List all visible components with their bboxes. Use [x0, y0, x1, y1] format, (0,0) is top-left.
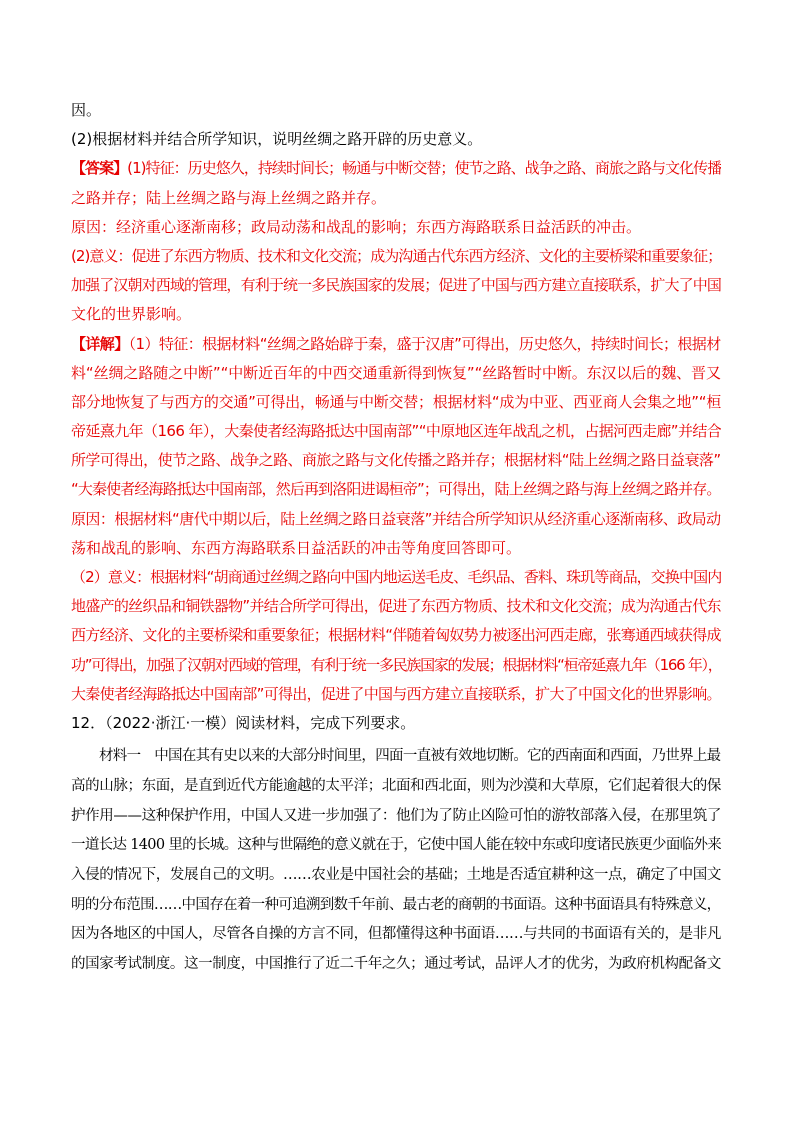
explanation-line-6: “大秦使者经海路抵达中国南部，然后再到洛阳进谒桓帝”；可得出，陆上丝绸之路与海上丝绸之路并存。	[71, 480, 721, 499]
explanation-line-5: 所学可得出，使节之路、战争之路、商旅之路与文化传播之路并存；根据材料“陆上丝绸之路日益衰落”	[71, 451, 721, 470]
explanation-line-11: 西方经济、文化的主要桥梁和重要象征；根据材料“伴随着匈奴势力被逐出河西走廊，张骞通西域获得成	[71, 626, 721, 645]
material-1-line-2: 高的山脉；东面，是直到近代方能逾越的太平洋；北面和西北面，则为沙漠和大草原，它们起着很大的保	[71, 777, 721, 794]
answer-label: 【答案】	[71, 159, 128, 178]
explanation-line-7: 原因：根据材料“唐代中期以后，陆上丝绸之路日益衰落”并结合所学知识从经济重心逐渐南移、政局动	[71, 509, 721, 528]
explanation-line-2: 料“丝绸之路随之中断”“中断近百年的中西交通重新得到恢复”“丝路暂时中断。东汉以后的魏、晋又	[71, 363, 721, 382]
question-12-title: 12．（2022·浙江·一模）阅读材料，完成下列要求。	[71, 713, 416, 732]
material-1-line-8: 的国家考试制度。这一制度，中国推行了近二千年之久；通过考试，品评人才的优劣，为政府机构配备文	[71, 955, 721, 972]
material-1-line-5: 入侵的情况下，发展自己的文明。……农业是中国社会的基础；土地是否适宜耕种这一点，确定了中国文	[71, 866, 721, 883]
explanation-line-3: 部分地恢复了与西方的交通”可得出，畅通与中断交替；根据材料“成为中亚、西亚商人会集之地”“桓	[71, 392, 721, 411]
question-1-tail: 因。	[71, 101, 102, 119]
material-1-line-3: 护作用——这种保护作用，中国人又进一步加强了：他们为了防止凶险可怕的游牧部落入侵，在那里筑了	[71, 807, 721, 824]
material-1-line-7: 因为各地区的中国人，尽管各自操的方言不同，但都懂得这种书面语……与共同的书面语有关的，是非凡	[71, 926, 721, 943]
answer-line-4: (2)意义：促进了东西方物质、技术和文化交流；成为沟通古代东西方经济、文化的主要桥梁和重要象征；	[71, 246, 721, 265]
page-content	[71, 96, 721, 980]
material-1	[71, 742, 721, 980]
answer-line-1: 【答案】(1)特征：历史悠久，持续时间长；畅通与中断交替；使节之路、战争之路、商旅之路与文化传播	[71, 159, 721, 178]
material-1-line-1: 材料一 中国在其有史以来的大部分时间里，四面一直被有效地切断。它的西南面和西面，乃世界上最	[99, 748, 721, 765]
explanation-line-13: 大秦使者经海路抵达中国南部”可得出，促进了中国与西方建立直接联系，扩大了中国文化的世界影响。	[71, 684, 721, 703]
explanation-line-1: 【详解】（1）特征：根据材料“丝绸之路始辟于秦，盛于汉唐”可得出，历史悠久，持续时间长；根据材	[71, 334, 721, 353]
explanation-line-4: 帝延熹九年（166 年），大秦使者经海路抵达中国南部”“中原地区连年战乱之机，占据河西走廊”并结合	[71, 422, 721, 441]
explanation-line-8: 荡和战乱的影响、东西方海路联系日益活跃的冲击等角度回答即可。	[71, 538, 522, 557]
material-1-line-4: 一道长达 1400 里的长城。这种与世隔绝的意义就在于，它使中国人能在较中东或印度诸民族更少面临外来	[71, 837, 721, 854]
answer-line-6: 文化的世界影响。	[71, 305, 192, 324]
answer-line-3: 原因：经济重心逐渐南移；政局动荡和战乱的影响；东西方海路联系日益活跃的冲击。	[71, 217, 642, 236]
answer-line-5: 加强了汉朝对西域的管理，有利于统一多民族国家的发展；促进了中国与西方建立直接联系，扩大了中国	[71, 276, 721, 295]
explanation-line-9: （2）意义：根据材料“胡商通过丝绸之路向中国内地运送毛皮、毛织品、香料、珠玑等商品，交换中国内	[71, 568, 721, 586]
question-2: (2)根据材料并结合所学知识，说明丝绸之路开辟的历史意义。	[71, 130, 483, 149]
answer-line-2: 之路并存；陆上丝绸之路与海上丝绸之路并存。	[71, 188, 387, 207]
material-1-line-6: 明的分布范围……中国存在着一种可追溯到数千年前、最古老的商朝的书面语。这种书面语具有特殊意义，	[71, 896, 721, 913]
explanation-label: 【详解】	[71, 334, 129, 353]
explanation-line-12: 功”可得出，加强了汉朝对西域的管理，有利于统一多民族国家的发展；根据材料“桓帝延熹九年（166 年），	[71, 655, 721, 674]
explanation-line-10: 地盛产的丝织品和铜铁器物”并结合所学可得出，促进了东西方物质、技术和文化交流；成为沟通古代东	[71, 597, 721, 616]
